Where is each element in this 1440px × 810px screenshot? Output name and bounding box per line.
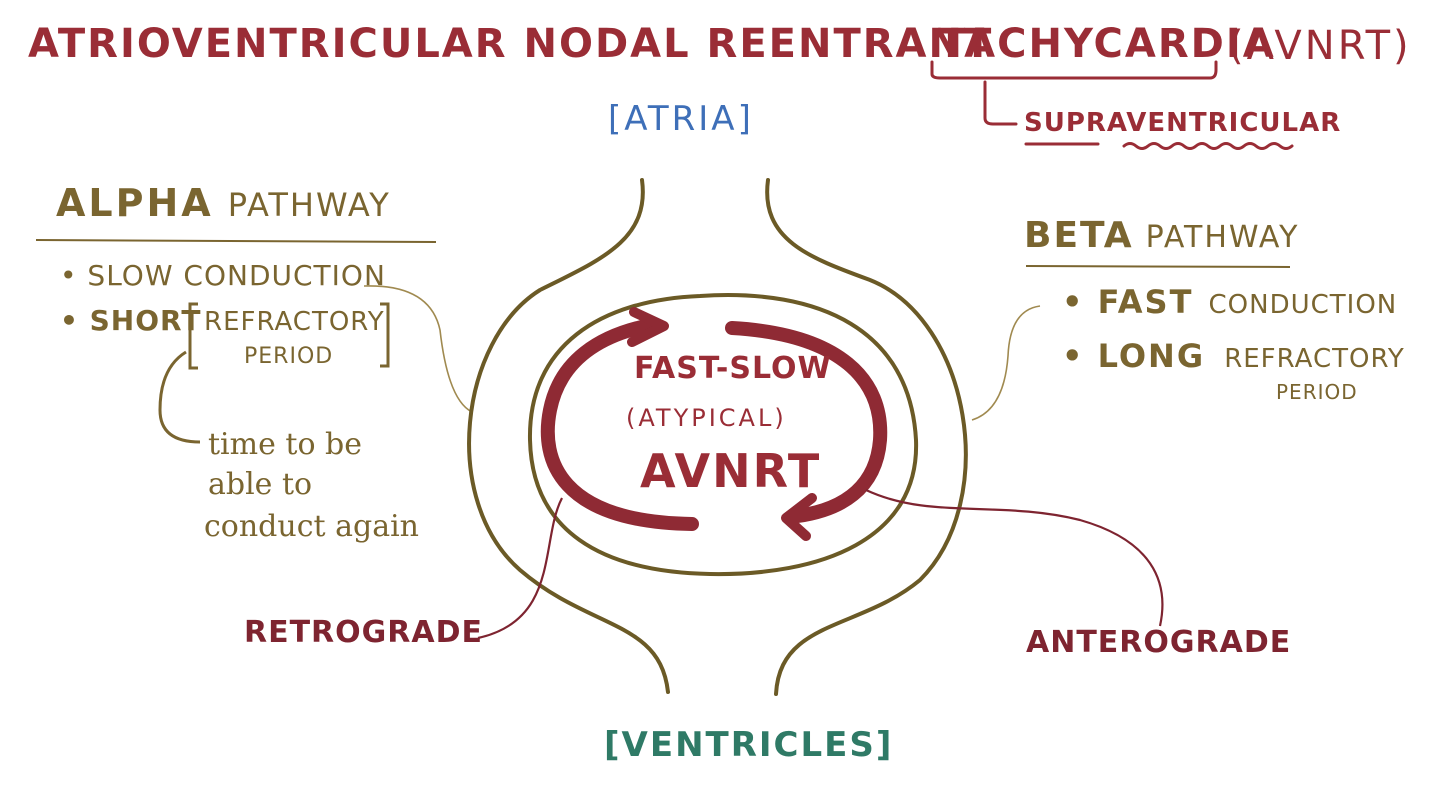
alpha-pathway-heading bbox=[56, 181, 391, 225]
title-abbreviation: (AVNRT) bbox=[1228, 23, 1412, 69]
alpha-period: PERIOD bbox=[244, 344, 334, 369]
beta-pathway-word: PATHWAY bbox=[1145, 220, 1300, 255]
alpha-refractory: REFRACTORY bbox=[204, 307, 385, 337]
supraventricular-connector bbox=[985, 82, 1016, 124]
beta-long-refractory bbox=[1062, 337, 1405, 375]
beta-pathway-heading bbox=[1024, 215, 1300, 256]
atria-label: [ATRIA] bbox=[608, 99, 754, 139]
beta-fast-conduction bbox=[1062, 283, 1398, 321]
alpha-pathway-word: PATHWAY bbox=[227, 186, 391, 224]
title-main: ATRIOVENTRICULAR NODAL REENTRANT bbox=[28, 21, 994, 67]
supraventricular-underline-wavy bbox=[1124, 144, 1292, 149]
beta-header-rule bbox=[1026, 266, 1290, 267]
ventricles-label: [VENTRICLES] bbox=[604, 725, 894, 765]
center-atypical: (ATYPICAL) bbox=[626, 404, 787, 432]
title-tachycardia: TACHYCARDIA bbox=[938, 21, 1276, 67]
av-node-inner-loop bbox=[530, 295, 916, 574]
center-fast-slow: FAST-SLOW bbox=[634, 351, 832, 386]
retrograde-label: RETROGRADE bbox=[244, 615, 483, 650]
anterograde-leader-line bbox=[866, 490, 1162, 626]
beta-leader-line bbox=[972, 306, 1040, 420]
beta-fast: • FAST bbox=[1062, 283, 1194, 321]
center-avnrt: AVNRT bbox=[640, 444, 822, 498]
alpha-name: ALPHA bbox=[56, 181, 214, 225]
alpha-header-rule bbox=[36, 240, 436, 242]
anterograde-label: ANTEROGRADE bbox=[1026, 625, 1292, 660]
alpha-note-line-3: conduct again bbox=[204, 509, 419, 544]
supraventricular-label: SUPRAVENTRICULAR bbox=[1024, 108, 1342, 138]
alpha-note-line-1: time to be bbox=[208, 427, 362, 462]
alpha-slow-conduction: • SLOW CONDUCTION bbox=[60, 259, 386, 292]
alpha-note-connector bbox=[160, 352, 200, 442]
beta-long: • LONG bbox=[1062, 337, 1206, 375]
beta-name: BETA bbox=[1024, 215, 1134, 256]
alpha-note-line-2: able to bbox=[208, 467, 313, 502]
beta-conduction: CONDUCTION bbox=[1208, 290, 1398, 320]
beta-period: PERIOD bbox=[1276, 380, 1358, 404]
alpha-short: • SHORT bbox=[60, 304, 202, 337]
beta-refractory: REFRACTORY bbox=[1224, 344, 1405, 374]
